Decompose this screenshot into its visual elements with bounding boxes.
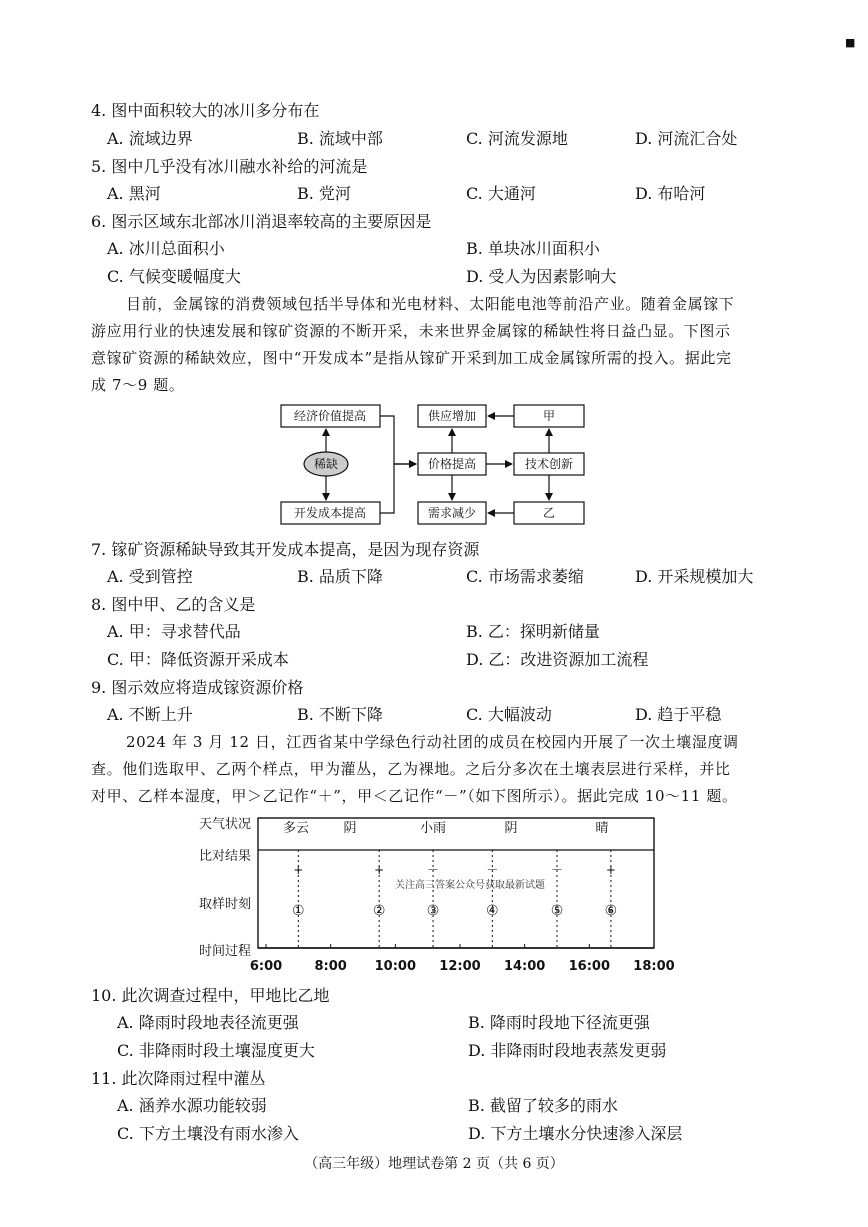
label-supply: 供应增加 [427,409,477,423]
result-mark-4: － [486,863,499,877]
x-tick-label-2: 10:00 [374,959,417,974]
q4-option-a: A. 流域边界 [107,129,193,148]
sample-label-4: ④ [486,903,499,919]
result-mark-6: + [605,863,616,877]
scarcity-flow-diagram [276,398,606,533]
label-demand: 需求减少 [427,506,477,520]
q10-option-a: A. 降雨时段地表径流更强 [117,1013,299,1032]
question-9-stem: 9. 图示效应将造成镓资源价格 [91,678,304,697]
q10-option-c: C. 非降雨时段土壤湿度更大 [117,1041,315,1060]
x-tick-label-1: 8:00 [314,959,347,974]
x-tick-label-6: 18:00 [633,959,675,974]
q9-option-a: A. 不断上升 [107,705,193,724]
q5-option-c: C. 大通河 [466,184,536,203]
weather-label-3: 阴 [504,821,518,836]
q6-option-a: A. 冰川总面积小 [107,239,225,258]
q6-option-b: B. 单块冰川面积小 [466,239,600,258]
soil-moisture-chart [196,810,686,980]
weather-label-2: 小雨 [419,821,447,836]
q8-option-b: B. 乙：探明新储量 [466,622,600,641]
chart-watermark: 关注高三答案公众号获取最新试题 [395,880,545,891]
x-tick-label-0: 6:00 [249,959,283,974]
row-label-0: 天气状况 [199,817,252,832]
q5-option-d: D. 布哈河 [635,184,706,203]
row-label-2: 取样时刻 [199,897,252,912]
q8-option-d: D. 乙：改进资源加工流程 [466,650,649,669]
passage-2-line-1: 2024 年 3 月 12 日，江西省某中学绿色行动社团的成员在校园内开展了一次土壤湿度调 [126,733,739,751]
q5-option-a: A. 黑河 [107,184,161,203]
passage-2-line-2: 查。他们选取甲、乙两个样点，甲为灌丛，乙为裸地。之后分多次在土壤表层进行采样，并比 [91,760,731,778]
q11-option-d: D. 下方土壤水分快速渗入深层 [468,1124,683,1143]
row-label-3: 时间过程 [199,944,252,959]
q7-option-d: D. 开采规模加大 [635,567,754,586]
question-4-stem: 4. 图中面积较大的冰川多分布在 [91,101,320,120]
q9-option-c: C. 大幅波动 [466,705,552,724]
q4-option-b: B. 流域中部 [297,129,383,148]
label-scarcity: 稀缺 [313,457,339,471]
label-price: 价格提高 [427,457,477,471]
passage-1-line-3: 意镓矿资源的稀缺效应，图中“开发成本”是指从镓矿开采到加工成金属镓所需的投入。据此完 [91,349,732,367]
sample-label-1: ① [292,903,305,919]
weather-label-0: 多云 [282,821,310,836]
q4-option-d: D. 河流汇合处 [635,129,738,148]
question-5-stem: 5. 图中几乎没有冰川融水补给的河流是 [91,157,368,176]
sample-label-3: ③ [426,903,440,919]
label-yi: 乙 [542,506,556,520]
q7-option-b: B. 品质下降 [297,567,383,586]
q9-option-d: D. 趋于平稳 [635,705,722,724]
label-econ: 经济价值提高 [293,409,367,423]
label-jia: 甲 [542,409,556,423]
passage-1-line-1: 目前，金属镓的消费领域包括半导体和光电材料、太阳能电池等前沿产业。随着金属镓下 [126,295,735,313]
q10-option-b: B. 降雨时段地下径流更强 [468,1013,650,1032]
passage-1-line-4: 成 7～9 题。 [91,376,185,394]
label-cost: 开发成本提高 [293,506,367,520]
x-tick-label-3: 12:00 [439,959,481,974]
question-11-stem: 11. 此次降雨过程中灌丛 [91,1069,266,1088]
q9-option-b: B. 不断下降 [297,705,383,724]
question-8-stem: 8. 图中甲、乙的含义是 [91,595,256,614]
x-tick-label-5: 16:00 [568,959,611,974]
q6-option-d: D. 受人为因素影响大 [466,267,617,286]
sample-label-5: ⑤ [550,903,564,919]
q8-option-c: C. 甲：降低资源开采成本 [107,650,289,669]
sample-label-2: ② [372,903,386,919]
question-10-stem: 10. 此次调查过程中，甲地比乙地 [91,986,330,1005]
q4-option-c: C. 河流发源地 [466,129,568,148]
weather-label-4: 晴 [595,821,609,836]
q7-option-c: C. 市场需求萎缩 [466,567,584,586]
q11-option-c: C. 下方土壤没有雨水渗入 [117,1124,299,1143]
q11-option-a: A. 涵养水源功能较弱 [117,1096,267,1115]
q5-option-b: B. 党河 [297,184,351,203]
q11-option-b: B. 截留了较多的雨水 [468,1096,618,1115]
q6-option-c: C. 气候变暖幅度大 [107,267,241,286]
label-tech: 技术创新 [524,457,574,471]
question-7-stem: 7. 镓矿资源稀缺导致其开发成本提高，是因为现存资源 [91,540,480,559]
q7-option-a: A. 受到管控 [107,567,193,586]
page-footer: （高三年级）地理试卷第 2 页（共 6 页） [304,1156,564,1172]
result-mark-2: + [374,863,385,877]
passage-1-line-2: 游应用行业的快速发展和镓矿资源的不断开采，未来世界金属镓的稀缺性将日益凸显。下图示 [91,322,731,340]
q10-option-d: D. 非降雨时段地表蒸发更弱 [468,1041,667,1060]
q8-option-a: A. 甲：寻求替代品 [107,622,241,641]
question-6-stem: 6. 图示区域东北部冰川消退率较高的主要原因是 [91,212,432,231]
result-mark-3: － [427,863,440,877]
row-label-1: 比对结果 [199,849,252,864]
x-tick-label-4: 14:00 [503,959,546,974]
sample-label-6: ⑥ [604,903,618,919]
corner-mark: ■ [845,36,856,49]
result-mark-1: + [293,863,304,877]
weather-label-1: 阴 [343,821,357,836]
passage-2-line-3: 对甲、乙样本湿度，甲＞乙记作“＋”，甲＜乙记作“－”（如下图所示）。据此完成 10～11 题。 [91,787,738,805]
result-mark-5: － [550,863,564,877]
